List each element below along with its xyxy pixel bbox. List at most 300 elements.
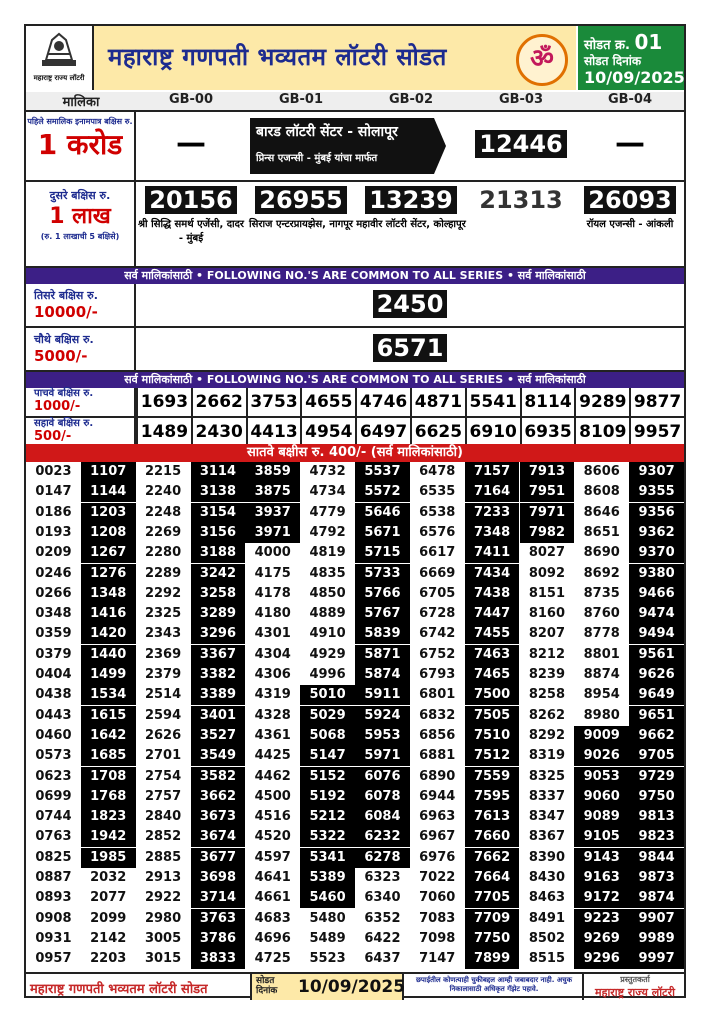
seventh-prize-number: 6232 bbox=[355, 827, 410, 847]
seventh-prize-number: 9089 bbox=[574, 807, 629, 827]
first-prize-caption: पहिले समालिक इनामपात्र बक्षिस रु. bbox=[27, 117, 133, 126]
fifth-prize-number: 5541 bbox=[465, 388, 520, 416]
footer-date-label: सोडत दिनांक bbox=[256, 976, 278, 996]
seventh-prize-number: 7913 bbox=[520, 462, 575, 482]
draw-info bbox=[578, 26, 684, 90]
seventh-prize-number: 4850 bbox=[300, 584, 355, 604]
seventh-prize-number: 9105 bbox=[574, 827, 629, 847]
seventh-prize-number: 9026 bbox=[574, 746, 629, 766]
seventh-prize-number: 9296 bbox=[574, 949, 629, 969]
seventh-prize-number: 6976 bbox=[410, 848, 465, 868]
seventh-prize-number: 3138 bbox=[191, 482, 246, 502]
seventh-prize-number: 1416 bbox=[81, 604, 136, 624]
seventh-prize-number: 2754 bbox=[136, 767, 191, 787]
seventh-prize-number: 9053 bbox=[574, 767, 629, 787]
footer-presenter-name: महाराष्ट्र राज्य लॉटरी bbox=[595, 986, 675, 999]
seventh-prize-number: 1768 bbox=[81, 787, 136, 807]
second-prize-agent: श्री सिद्धि समर्थ एजेंसी, दादर - मुंबई bbox=[137, 219, 245, 244]
seventh-prize-number: 2240 bbox=[136, 482, 191, 502]
seventh-prize-number: 5212 bbox=[300, 807, 355, 827]
series-gb00: GB-00 bbox=[168, 92, 214, 107]
first-prize-amount: 1 करोड bbox=[37, 128, 123, 161]
footer-presenter-label: प्रस्तुतकर्ता bbox=[620, 975, 650, 984]
seventh-prize-number: 4516 bbox=[245, 807, 300, 827]
second-prize-note: (रु. 1 लाखाची 5 बक्षिसे) bbox=[40, 232, 120, 241]
seventh-prize-number: 6535 bbox=[410, 482, 465, 502]
seventh-prize-number: 3786 bbox=[191, 929, 246, 949]
seventh-prize-number: 6728 bbox=[410, 604, 465, 624]
seventh-prize-number: 4683 bbox=[245, 909, 300, 929]
seventh-prize-number: 9997 bbox=[629, 949, 684, 969]
logo-caption: महाराष्ट्र राज्य लॉटरी bbox=[33, 74, 85, 82]
seventh-prize-number: 9873 bbox=[629, 868, 684, 888]
seventh-prize-number: 1685 bbox=[81, 746, 136, 766]
seventh-prize-number: 5523 bbox=[300, 949, 355, 969]
seventh-prize-number: 9362 bbox=[629, 523, 684, 543]
seventh-prize-number: 8491 bbox=[520, 909, 575, 929]
seventh-prize-number: 0209 bbox=[26, 543, 81, 563]
seventh-prize-number: 3289 bbox=[191, 604, 246, 624]
fifth-prize-amount: 1000/- bbox=[34, 399, 81, 414]
seventh-prize-number: 7559 bbox=[465, 767, 520, 787]
seventh-prize-number: 4520 bbox=[245, 827, 300, 847]
seventh-prize-number: 6963 bbox=[410, 807, 465, 827]
seventh-prize-number: 3258 bbox=[191, 584, 246, 604]
common-series-band-2: सर्व मालिकांसाठी • FOLLOWING NO.'S ARE COMMON TO ALL SERIES • सर्व मालिकांसाठी bbox=[26, 372, 684, 388]
seventh-prize-number: 5733 bbox=[355, 564, 410, 584]
seventh-prize-number: 7411 bbox=[465, 543, 520, 563]
seventh-prize-number: 7455 bbox=[465, 624, 520, 644]
seventh-prize-number: 6944 bbox=[410, 787, 465, 807]
seventh-prize-number: 2369 bbox=[136, 645, 191, 665]
seventh-prize-number: 7512 bbox=[465, 746, 520, 766]
second-prize-agent: रॉयल एजन्सी - आंकली bbox=[586, 219, 674, 230]
seventh-prize-number: 9907 bbox=[629, 909, 684, 929]
seventh-prize-number: 3005 bbox=[136, 929, 191, 949]
seventh-prize-number: 4779 bbox=[300, 503, 355, 523]
second-prize-number: 13239 bbox=[365, 186, 457, 214]
seventh-prize-number: 8502 bbox=[520, 929, 575, 949]
seventh-prize-number: 3763 bbox=[191, 909, 246, 929]
seventh-prize-number: 6752 bbox=[410, 645, 465, 665]
seventh-prize-number: 7505 bbox=[465, 706, 520, 726]
first-prize-row bbox=[26, 112, 684, 182]
first-prize-winner: 12446 bbox=[475, 130, 567, 158]
seventh-prize-number: 0246 bbox=[26, 564, 81, 584]
seventh-prize-number: 3662 bbox=[191, 787, 246, 807]
seventh-prize-number: 5489 bbox=[300, 929, 355, 949]
seventh-prize-number: 3527 bbox=[191, 726, 246, 746]
seventh-prize-number: 2980 bbox=[136, 909, 191, 929]
first-prize-agent-arrow bbox=[250, 118, 446, 174]
seventh-prize-number: 6478 bbox=[410, 462, 465, 482]
seventh-prize-number: 7899 bbox=[465, 949, 520, 969]
seventh-prize-number: 1440 bbox=[81, 645, 136, 665]
fifth-prize-number: 9877 bbox=[629, 388, 684, 416]
seventh-prize-number: 1985 bbox=[81, 848, 136, 868]
seventh-prize-number: 8608 bbox=[574, 482, 629, 502]
seventh-prize-number: 8319 bbox=[520, 746, 575, 766]
seventh-prize-number: 1208 bbox=[81, 523, 136, 543]
seventh-prize-number: 4732 bbox=[300, 462, 355, 482]
seventh-prize-number: 8239 bbox=[520, 665, 575, 685]
second-prize-number: 26955 bbox=[255, 186, 347, 214]
seventh-prize-number: 8515 bbox=[520, 949, 575, 969]
seventh-prize-number: 6856 bbox=[410, 726, 465, 746]
seventh-prize-number: 9307 bbox=[629, 462, 684, 482]
second-prize-number: 26093 bbox=[584, 186, 676, 214]
seventh-prize-number: 2701 bbox=[136, 746, 191, 766]
seventh-prize-band: सातवे बक्षीस रु. 400/- (सर्व मालिकांसाठी) bbox=[26, 444, 684, 462]
seventh-prize-number: 5147 bbox=[300, 746, 355, 766]
seventh-prize-number: 2289 bbox=[136, 564, 191, 584]
om-emblem-icon: ॐ bbox=[516, 34, 568, 86]
seventh-prize-number: 0023 bbox=[26, 462, 81, 482]
seventh-prize-number: 4889 bbox=[300, 604, 355, 624]
seventh-prize-number: 8347 bbox=[520, 807, 575, 827]
seventh-prize-number: 5953 bbox=[355, 726, 410, 746]
seventh-prize-number: 9705 bbox=[629, 746, 684, 766]
seventh-prize-number: 9874 bbox=[629, 888, 684, 908]
second-prize-number: 21313 bbox=[479, 186, 563, 214]
seventh-prize-number: 6793 bbox=[410, 665, 465, 685]
seventh-prize-number: 3674 bbox=[191, 827, 246, 847]
seventh-prize-number: 7971 bbox=[520, 503, 575, 523]
seventh-prize-number: 4597 bbox=[245, 848, 300, 868]
seventh-prize-number: 2077 bbox=[81, 888, 136, 908]
footer-title: महाराष्ट्र गणपती भव्यतम लॉटरी सोडत bbox=[30, 982, 208, 997]
draw-number: सोडत क्र. 01 bbox=[584, 30, 663, 54]
second-prize-row bbox=[26, 182, 684, 268]
sixth-prize-number: 6625 bbox=[410, 418, 465, 446]
seventh-prize-number: 9163 bbox=[574, 868, 629, 888]
seventh-prize-number: 0957 bbox=[26, 949, 81, 969]
seventh-prize-number: 4929 bbox=[300, 645, 355, 665]
sixth-prize-number: 8109 bbox=[574, 418, 629, 446]
seventh-prize-number: 2913 bbox=[136, 868, 191, 888]
seventh-prize-number: 7595 bbox=[465, 787, 520, 807]
seventh-prize-number: 0573 bbox=[26, 746, 81, 766]
seventh-prize-number: 5480 bbox=[300, 909, 355, 929]
seventh-prize-number: 7510 bbox=[465, 726, 520, 746]
seventh-prize-number: 2292 bbox=[136, 584, 191, 604]
third-prize-row bbox=[26, 284, 684, 328]
seventh-prize-number: 4734 bbox=[300, 482, 355, 502]
draw-date-label: सोडत दिनांक bbox=[584, 54, 642, 68]
seventh-prize-number: 5911 bbox=[355, 685, 410, 705]
seventh-prize-number: 8160 bbox=[520, 604, 575, 624]
seventh-prize-number: 2852 bbox=[136, 827, 191, 847]
seventh-prize-number: 6340 bbox=[355, 888, 410, 908]
seventh-prize-number: 4301 bbox=[245, 624, 300, 644]
fifth-prize-label bbox=[26, 388, 136, 416]
seventh-prize-number: 5646 bbox=[355, 503, 410, 523]
seventh-prize-number: 1942 bbox=[81, 827, 136, 847]
seventh-prize-number: 5874 bbox=[355, 665, 410, 685]
seventh-prize-number: 3156 bbox=[191, 523, 246, 543]
seventh-prize-number: 0438 bbox=[26, 685, 81, 705]
seventh-prize-number: 5537 bbox=[355, 462, 410, 482]
seventh-prize-number: 3114 bbox=[191, 462, 246, 482]
seventh-prize-number: 4819 bbox=[300, 543, 355, 563]
seventh-prize-number: 8954 bbox=[574, 685, 629, 705]
seventh-prize-number: 7348 bbox=[465, 523, 520, 543]
fifth-prize-caption: पाचवे बक्षिस रु. bbox=[34, 388, 94, 399]
seventh-prize-number: 2885 bbox=[136, 848, 191, 868]
seventh-prize-number: 6078 bbox=[355, 787, 410, 807]
seventh-prize-number: 2514 bbox=[136, 685, 191, 705]
second-prize-caption: दुसरे बक्षिस रु. bbox=[49, 189, 111, 202]
seventh-prize-number: 3401 bbox=[191, 706, 246, 726]
seventh-prize-number: 4178 bbox=[245, 584, 300, 604]
third-prize-number: 2450 bbox=[373, 290, 448, 318]
series-gb02: GB-02 bbox=[388, 92, 434, 107]
sixth-prize-number: 6497 bbox=[355, 418, 410, 446]
seventh-prize-number: 9370 bbox=[629, 543, 684, 563]
seventh-prize-number: 7705 bbox=[465, 888, 520, 908]
second-prize-gb03 bbox=[466, 182, 576, 266]
first-prize-agent: बारड लॉटरी सेंटर - सोलापूर bbox=[256, 124, 398, 140]
header bbox=[26, 26, 684, 94]
seventh-prize-number: 0460 bbox=[26, 726, 81, 746]
title-box bbox=[94, 26, 576, 90]
first-prize-label bbox=[26, 112, 136, 180]
seventh-prize-number: 0908 bbox=[26, 909, 81, 929]
seventh-prize-number: 4725 bbox=[245, 949, 300, 969]
seventh-prize-number: 2325 bbox=[136, 604, 191, 624]
seventh-prize-number: 9626 bbox=[629, 665, 684, 685]
seventh-prize-number: 9060 bbox=[574, 787, 629, 807]
sixth-prize-caption: सहावे बक्षिस रु. bbox=[34, 418, 94, 429]
seventh-prize-number: 1348 bbox=[81, 584, 136, 604]
series-gb04: GB-04 bbox=[607, 92, 653, 107]
seventh-prize-number: 6437 bbox=[355, 949, 410, 969]
seventh-prize-number: 8325 bbox=[520, 767, 575, 787]
seventh-prize-number: 8874 bbox=[574, 665, 629, 685]
seventh-prize-number: 4641 bbox=[245, 868, 300, 888]
second-prize-amount: 1 लाख bbox=[49, 204, 111, 229]
sixth-prize-number: 6935 bbox=[520, 418, 575, 446]
seventh-prize-number: 2142 bbox=[81, 929, 136, 949]
seventh-prize-number: 9494 bbox=[629, 624, 684, 644]
seventh-prize-number: 8980 bbox=[574, 706, 629, 726]
seventh-prize-number: 8651 bbox=[574, 523, 629, 543]
seventh-prize-number: 5389 bbox=[300, 868, 355, 888]
seventh-prize-number: 5010 bbox=[300, 685, 355, 705]
seventh-prize-number: 1107 bbox=[81, 462, 136, 482]
seventh-prize-number: 8692 bbox=[574, 564, 629, 584]
seventh-prize-number: 9813 bbox=[629, 807, 684, 827]
seventh-prize-number: 0887 bbox=[26, 868, 81, 888]
seventh-prize-number: 0266 bbox=[26, 584, 81, 604]
sixth-prize-number: 4954 bbox=[300, 418, 355, 446]
seventh-prize-number: 0931 bbox=[26, 929, 81, 949]
seventh-prize-number: 7164 bbox=[465, 482, 520, 502]
seventh-prize-number: 6084 bbox=[355, 807, 410, 827]
seventh-prize-number: 3859 bbox=[245, 462, 300, 482]
seventh-prize-number: 3875 bbox=[245, 482, 300, 502]
seventh-prize-number: 3833 bbox=[191, 949, 246, 969]
third-prize-caption: तिसरे बक्षिस रु. bbox=[34, 289, 98, 302]
seventh-prize-number: 2343 bbox=[136, 624, 191, 644]
seventh-prize-number: 9380 bbox=[629, 564, 684, 584]
sixth-prize-number: 9957 bbox=[629, 418, 684, 446]
sixth-prize-number: 4413 bbox=[246, 418, 301, 446]
seventh-prize-number: 7447 bbox=[465, 604, 520, 624]
seventh-prize-number: 3698 bbox=[191, 868, 246, 888]
fourth-prize-row bbox=[26, 328, 684, 372]
seventh-prize-number: 9662 bbox=[629, 726, 684, 746]
seventh-prize-number: 4835 bbox=[300, 564, 355, 584]
seventh-prize-number: 9009 bbox=[574, 726, 629, 746]
seventh-prize-number: 8258 bbox=[520, 685, 575, 705]
seventh-prize-number: 8606 bbox=[574, 462, 629, 482]
seventh-prize-number: 4306 bbox=[245, 665, 300, 685]
second-prize-label bbox=[26, 182, 136, 266]
seventh-prize-number: 4996 bbox=[300, 665, 355, 685]
seventh-prize-number: 3367 bbox=[191, 645, 246, 665]
seventh-prize-number: 3382 bbox=[191, 665, 246, 685]
first-prize-winner-cell bbox=[466, 112, 576, 180]
seventh-prize-number: 1276 bbox=[81, 564, 136, 584]
second-prize-agent: सिराज एन्टरप्रायझेस, नागपूर bbox=[249, 219, 353, 230]
seventh-prize-number: 5715 bbox=[355, 543, 410, 563]
seventh-prize-number: 7660 bbox=[465, 827, 520, 847]
second-prize-gb01 bbox=[246, 182, 356, 266]
seventh-prize-number: 7083 bbox=[410, 909, 465, 929]
seventh-prize-number: 0763 bbox=[26, 827, 81, 847]
seventh-prize-number: 6832 bbox=[410, 706, 465, 726]
seventh-prize-number: 6669 bbox=[410, 564, 465, 584]
fourth-prize-caption: चौथे बक्षिस रु. bbox=[34, 333, 94, 346]
seventh-prize-number: 1499 bbox=[81, 665, 136, 685]
second-prize-gb02 bbox=[356, 182, 466, 266]
seventh-prize-number: 6422 bbox=[355, 929, 410, 949]
seventh-prize-number: 7664 bbox=[465, 868, 520, 888]
footer-date: 10/09/2025 bbox=[298, 977, 406, 997]
seventh-prize-number: 1642 bbox=[81, 726, 136, 746]
seventh-prize-number: 8430 bbox=[520, 868, 575, 888]
seventh-prize-number: 1420 bbox=[81, 624, 136, 644]
seventh-prize-number: 0193 bbox=[26, 523, 81, 543]
seventh-prize-number: 2215 bbox=[136, 462, 191, 482]
seventh-prize-number: 0379 bbox=[26, 645, 81, 665]
seventh-prize-number: 0623 bbox=[26, 767, 81, 787]
seventh-prize-number: 8207 bbox=[520, 624, 575, 644]
seventh-prize-number: 0443 bbox=[26, 706, 81, 726]
sixth-prize-amount: 500/- bbox=[34, 429, 72, 444]
seventh-prize-number: 5971 bbox=[355, 746, 410, 766]
seventh-prize-number: 3937 bbox=[245, 503, 300, 523]
seventh-prize-number: 2379 bbox=[136, 665, 191, 685]
seventh-prize-number: 8212 bbox=[520, 645, 575, 665]
seventh-prize-number: 7982 bbox=[520, 523, 575, 543]
seventh-prize-number: 9649 bbox=[629, 685, 684, 705]
seventh-prize-number: 8690 bbox=[574, 543, 629, 563]
fifth-prize-row bbox=[26, 388, 684, 418]
seventh-prize-number: 4361 bbox=[245, 726, 300, 746]
seventh-prize-number: 2594 bbox=[136, 706, 191, 726]
seventh-prize-number: 9729 bbox=[629, 767, 684, 787]
seventh-prize-number: 8367 bbox=[520, 827, 575, 847]
seventh-prize-number: 4319 bbox=[245, 685, 300, 705]
seventh-prize-number: 8292 bbox=[520, 726, 575, 746]
seventh-prize-number: 0893 bbox=[26, 888, 81, 908]
seventh-prize-number: 0186 bbox=[26, 503, 81, 523]
seventh-prize-number: 0348 bbox=[26, 604, 81, 624]
seventh-prize-number: 3188 bbox=[191, 543, 246, 563]
seventh-prize-number: 3242 bbox=[191, 564, 246, 584]
seventh-prize-number: 7613 bbox=[465, 807, 520, 827]
lottery-result-sheet bbox=[24, 24, 686, 998]
emblem-icon bbox=[34, 30, 84, 70]
seventh-prize-number: 0699 bbox=[26, 787, 81, 807]
second-prize-gb00 bbox=[136, 182, 246, 266]
page-title: महाराष्ट्र गणपती भव्यतम लॉटरी सोडत bbox=[108, 43, 447, 71]
seventh-prize-number: 8778 bbox=[574, 624, 629, 644]
seventh-prize-number: 4792 bbox=[300, 523, 355, 543]
sixth-prize-number: 1489 bbox=[136, 418, 191, 446]
seventh-prize-number: 8027 bbox=[520, 543, 575, 563]
seventh-prize-number: 6076 bbox=[355, 767, 410, 787]
seventh-prize-number: 7951 bbox=[520, 482, 575, 502]
seventh-prize-number: 5341 bbox=[300, 848, 355, 868]
seventh-prize-number: 3673 bbox=[191, 807, 246, 827]
seventh-prize-number: 2757 bbox=[136, 787, 191, 807]
seventh-prize-number: 0825 bbox=[26, 848, 81, 868]
seventh-prize-number: 0359 bbox=[26, 624, 81, 644]
series-label: मालिका bbox=[62, 95, 100, 110]
fifth-prize-number: 9289 bbox=[574, 388, 629, 416]
seventh-prize-number: 0147 bbox=[26, 482, 81, 502]
seventh-prize-number: 6890 bbox=[410, 767, 465, 787]
seventh-prize-number: 8646 bbox=[574, 503, 629, 523]
seventh-prize-number: 4425 bbox=[245, 746, 300, 766]
seventh-prize-number: 3714 bbox=[191, 888, 246, 908]
seventh-prize-number: 5192 bbox=[300, 787, 355, 807]
seventh-prize-number: 3296 bbox=[191, 624, 246, 644]
seventh-prize-number: 1267 bbox=[81, 543, 136, 563]
seventh-prize-number: 6967 bbox=[410, 827, 465, 847]
seventh-prize-number: 8390 bbox=[520, 848, 575, 868]
seventh-prize-number: 9750 bbox=[629, 787, 684, 807]
seventh-prize-number: 8735 bbox=[574, 584, 629, 604]
seventh-prize-number: 7022 bbox=[410, 868, 465, 888]
fourth-prize-number: 6571 bbox=[373, 334, 448, 362]
footer-date-box bbox=[250, 974, 404, 1000]
seventh-prize-number: 7060 bbox=[410, 888, 465, 908]
seventh-prize-number: 9269 bbox=[574, 929, 629, 949]
fifth-prize-number: 8114 bbox=[520, 388, 575, 416]
seventh-prize-number: 6617 bbox=[410, 543, 465, 563]
seventh-prize-number: 9223 bbox=[574, 909, 629, 929]
seventh-prize-number: 2269 bbox=[136, 523, 191, 543]
seventh-prize-number: 1534 bbox=[81, 685, 136, 705]
seventh-prize-number: 6278 bbox=[355, 848, 410, 868]
seventh-prize-number: 7233 bbox=[465, 503, 520, 523]
seventh-prize-number: 1615 bbox=[81, 706, 136, 726]
common-series-band: सर्व मालिकांसाठी • FOLLOWING NO.'S ARE COMMON TO ALL SERIES • सर्व मालिकांसाठी bbox=[26, 268, 684, 284]
fifth-prize-number: 2662 bbox=[191, 388, 246, 416]
seventh-prize-number: 8760 bbox=[574, 604, 629, 624]
second-prize-number: 20156 bbox=[145, 186, 237, 214]
seventh-prize-number: 3582 bbox=[191, 767, 246, 787]
seventh-prize-number: 3971 bbox=[245, 523, 300, 543]
seventh-prize-number: 6352 bbox=[355, 909, 410, 929]
seventh-prize-number: 6538 bbox=[410, 503, 465, 523]
seventh-prize-number: 6705 bbox=[410, 584, 465, 604]
seventh-prize-number: 6576 bbox=[410, 523, 465, 543]
